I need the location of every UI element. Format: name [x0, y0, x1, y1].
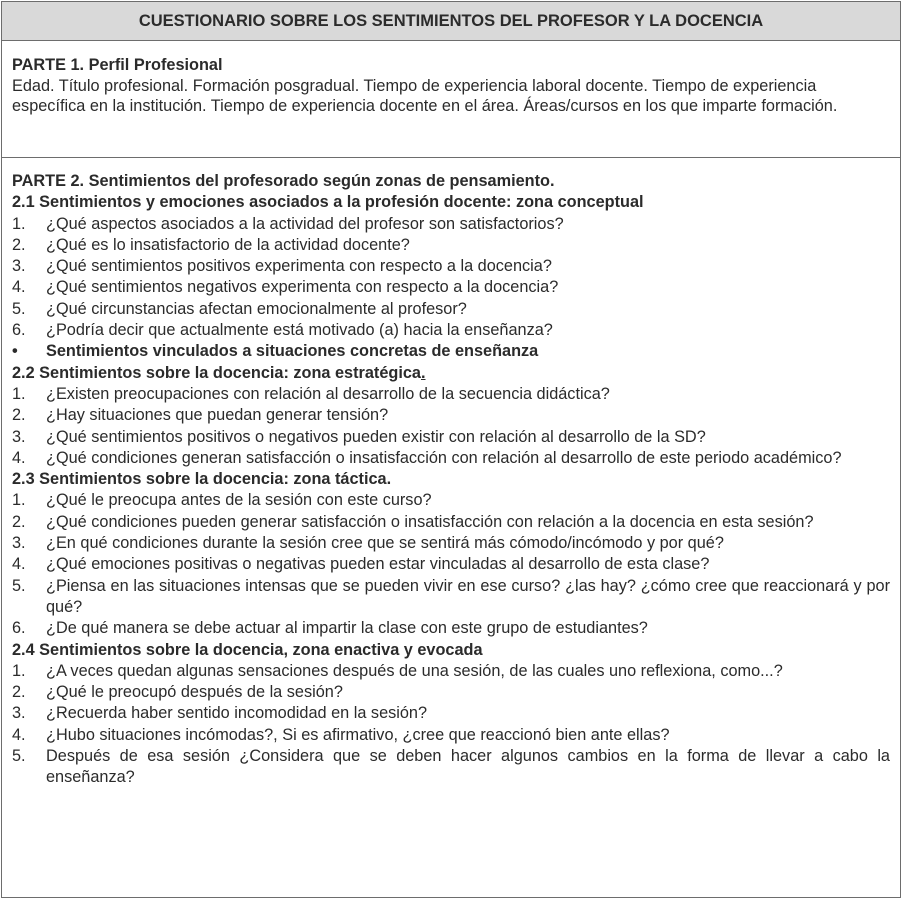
item-number: 4.: [12, 448, 26, 467]
item-text: ¿Qué le preocupó después de la sesión?: [46, 683, 343, 702]
list-item: [12, 682, 890, 703]
list-item: [12, 277, 890, 298]
bullet-icon: •: [12, 342, 18, 361]
item-text: Después de esa sesión ¿Considera que se deben hacer algunos cambios en la forma de llevar a cabo la enseñanza?: [46, 747, 890, 787]
item-number: 3.: [12, 427, 26, 446]
item-text: ¿Qué condiciones pueden generar satisfacción o insatisfacción con relación a la docencia en esta sesión?: [46, 512, 814, 531]
part2-section: [2, 158, 900, 789]
section-2-3-heading: 2.3 Sentimientos sobre la docencia: zona táctica.: [12, 470, 392, 489]
item-text: ¿Qué sentimientos positivos experimenta con respecto a la docencia?: [46, 257, 552, 276]
item-number: 5.: [12, 299, 26, 318]
part1-heading: PARTE 1. Perfil Profesional: [12, 56, 223, 74]
bullet-text: Sentimientos vinculados a situaciones concretas de enseñanza: [46, 342, 539, 361]
list-item: [12, 490, 890, 511]
table-header: [2, 2, 900, 41]
list-item: [12, 746, 890, 789]
item-number: 6.: [12, 321, 26, 340]
list-item: [12, 618, 890, 639]
list-item: [12, 576, 890, 619]
item-number: 4.: [12, 278, 26, 297]
list-item: [12, 703, 890, 724]
list-item: [12, 533, 890, 554]
item-number: 4.: [12, 725, 26, 744]
item-number: 1.: [12, 214, 26, 233]
list-item: [12, 320, 890, 341]
item-text: ¿Qué condiciones generan satisfacción o insatisfacción con relación al desarrollo de este periodo académico?: [46, 448, 842, 467]
list-item: [12, 384, 890, 405]
item-text: ¿Qué sentimientos positivos o negativos pueden existir con relación al desarrollo de la SD?: [46, 427, 706, 446]
section-2-4-heading: 2.4 Sentimientos sobre la docencia, zona enactiva y evocada: [12, 640, 483, 659]
item-text: ¿A veces quedan algunas sensaciones después de una sesión, de las cuales uno reflexiona, como...?: [46, 661, 783, 680]
section-2-1-list: [12, 214, 890, 363]
list-item: [12, 299, 890, 320]
item-text: ¿Qué le preocupa antes de la sesión con este curso?: [46, 491, 432, 510]
item-number: 2.: [12, 512, 26, 531]
table-title: CUESTIONARIO SOBRE LOS SENTIMIENTOS DEL PROFESOR Y LA DOCENCIA: [138, 11, 764, 30]
section-2-1-heading: 2.1 Sentimientos y emociones asociados a la profesión docente: zona conceptual: [12, 193, 644, 212]
list-item: [12, 725, 890, 746]
item-number: 2.: [12, 235, 26, 254]
item-text: ¿Existen preocupaciones con relación al desarrollo de la secuencia didáctica?: [46, 384, 610, 403]
list-item: [12, 661, 890, 682]
item-number: 4.: [12, 555, 26, 574]
section-2-2-list: [12, 384, 890, 469]
list-item: [12, 256, 890, 277]
item-number: 3.: [12, 704, 26, 723]
list-item: [12, 448, 890, 469]
item-number: 5.: [12, 747, 26, 766]
item-text: ¿De qué manera se debe actuar al impartir la clase con este grupo de estudiantes?: [46, 619, 648, 638]
item-number: 5.: [12, 576, 26, 595]
section-2-4-list: [12, 661, 890, 789]
item-number: 2.: [12, 683, 26, 702]
item-number: 1.: [12, 661, 26, 680]
item-text: ¿Recuerda haber sentido incomodidad en la sesión?: [46, 704, 428, 723]
item-text: ¿Qué es lo insatisfactorio de la actividad docente?: [46, 235, 410, 254]
item-number: 1.: [12, 491, 26, 510]
list-item: [12, 235, 890, 256]
questionnaire-table: [1, 1, 901, 898]
part1-section: [2, 41, 900, 158]
item-number: 3.: [12, 534, 26, 553]
list-item: [12, 214, 890, 235]
item-text: ¿En qué condiciones durante la sesión cree que se sentirá más cómodo/incómodo y por qué?: [46, 534, 724, 553]
section-2-3-list: [12, 490, 890, 639]
item-number: 1.: [12, 384, 26, 403]
part2-heading: PARTE 2. Sentimientos del profesorado según zonas de pensamiento.: [12, 172, 555, 190]
list-item: [12, 554, 890, 575]
item-text: ¿Qué emociones positivas o negativas pueden estar vinculadas al desarrollo de esta clase?: [46, 555, 710, 574]
list-item: [12, 405, 890, 426]
item-text: ¿Qué circunstancias afectan emocionalmente al profesor?: [46, 299, 467, 318]
part1-body: Edad. Título profesional. Formación posgradual. Tiempo de experiencia laboral docente. Tiempo de experiencia específica en la institución. Tiempo de experiencia docente en el área. Áreas/cursos en los que imparte formación.: [12, 76, 838, 115]
item-text: ¿Hay situaciones que puedan generar tensión?: [46, 406, 389, 425]
item-text: ¿Qué sentimientos negativos experimenta con respecto a la docencia?: [46, 278, 559, 297]
item-number: 2.: [12, 406, 26, 425]
item-number: 6.: [12, 619, 26, 638]
item-text: ¿Podría decir que actualmente está motivado (a) hacia la enseñanza?: [46, 321, 553, 340]
item-text: ¿Piensa en las situaciones intensas que se pueden vivir en ese curso? ¿las hay? ¿cómo cree que reaccionará y por qué?: [46, 576, 890, 616]
item-text: ¿Qué aspectos asociados a la actividad del profesor son satisfactorios?: [46, 214, 564, 233]
section-2-2-heading-tail: .: [420, 363, 426, 382]
list-item: [12, 427, 890, 448]
item-text: ¿Hubo situaciones incómodas?, Si es afirmativo, ¿cree que reaccionó bien ante ellas?: [46, 725, 670, 744]
section-2-2-heading-text: 2.2 Sentimientos sobre la docencia: zona estratégica: [12, 363, 421, 382]
bullet-item: [12, 341, 890, 362]
section-2-2-heading: [12, 363, 890, 384]
list-item: [12, 512, 890, 533]
item-number: 3.: [12, 257, 26, 276]
